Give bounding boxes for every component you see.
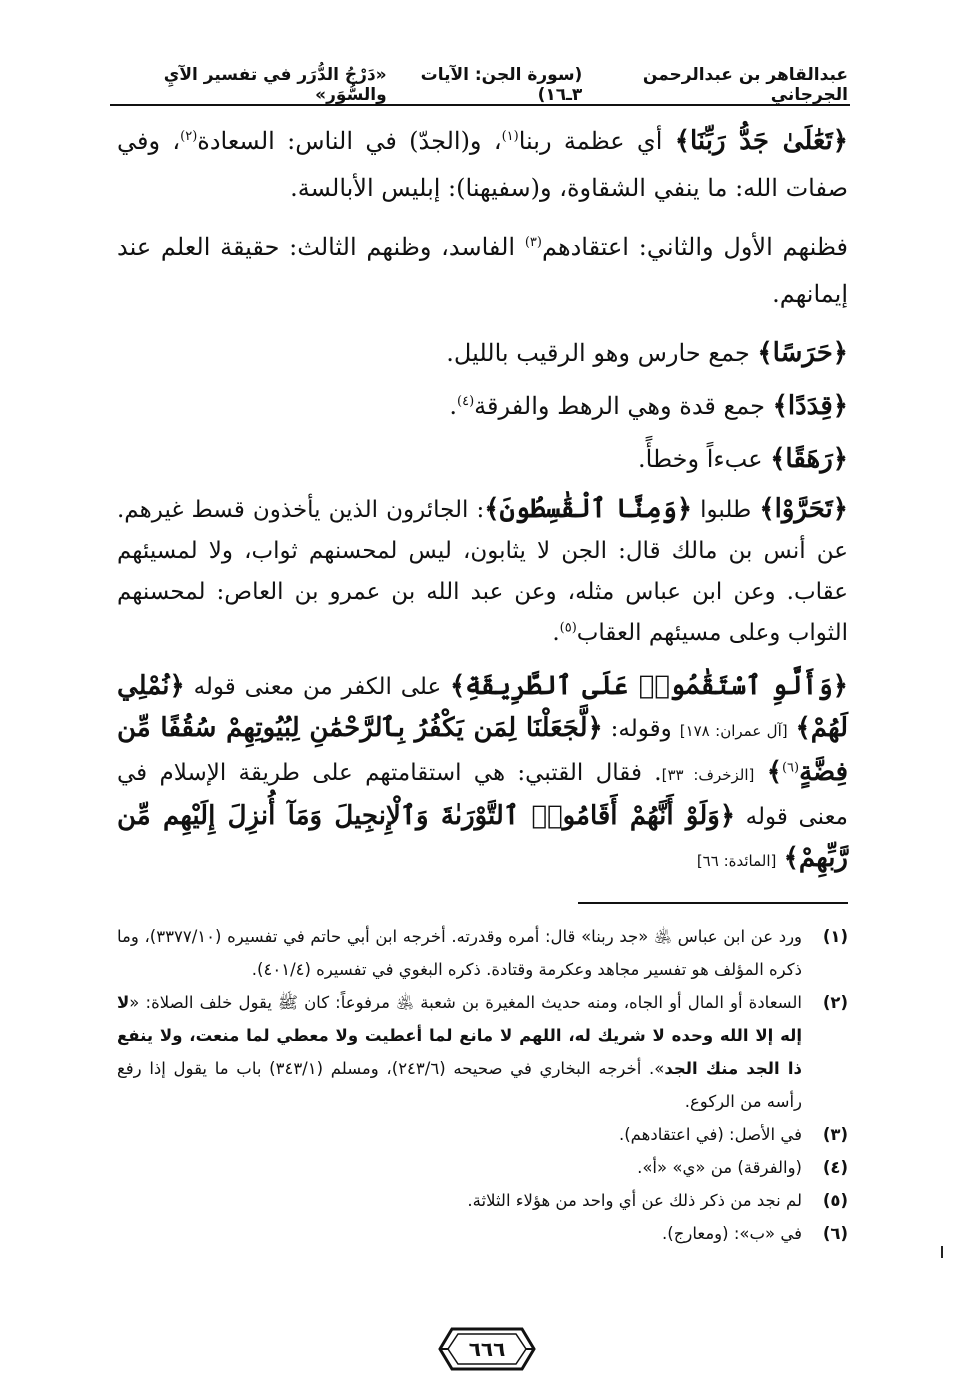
header-surah: (سورة الجن: الآيات ٣ـ١٦)	[420, 65, 583, 105]
paragraph-3	[117, 330, 848, 377]
hadith-text: لا إله إلا الله وحده لا شريك له، اللهم لا مانع لما أعطيت ولا معطي لما منعت، ولا ينفع ذا الجد منك الجد	[117, 993, 802, 1078]
header-book-title: «دَرْجُ الدُّرَر في تفسير الآيِ والسُّوَر»	[163, 65, 387, 105]
quran-quote: ﴿وَأَلَّوِ ٱسْتَقَٰمُوا۟ عَلَى ٱلطَّرِيقَةِ﴾	[450, 671, 848, 701]
paragraph-2	[117, 224, 848, 318]
verse-reference: [آل عمران: ١٧٨]	[679, 722, 788, 740]
footnote-text	[117, 986, 802, 1118]
footnote-ref: (٣)	[524, 235, 542, 250]
footnote-ref: (١)	[501, 129, 519, 144]
footnote-number: (١)	[822, 927, 848, 946]
text-run: .	[449, 392, 458, 420]
quran-quote: ﴿وَمِنَّا ٱلْقَٰسِطُونَ﴾	[484, 494, 693, 524]
text-run: وقوله:	[602, 716, 680, 742]
page-number: ٦٦٦	[468, 1337, 506, 1361]
text-run: عبءاً وخطأً.	[638, 445, 771, 473]
footnotes	[117, 920, 848, 1250]
footnote-rule	[578, 902, 848, 904]
paragraph-1	[117, 118, 848, 212]
paragraph-5	[117, 436, 848, 483]
text-run: : الجائرون الذين يأخذون قسط غيرهم. عن أنس بن مالك قال: الجن لا يثابون، ليس لمحسنهم ثواب، ولا لمسيئهم عقاب. وعن ابن عباس مثله، وعن عبد الله بن عمرو بن العاص: لمحسنهم الثواب وعلى مسيئهم العقاب	[117, 497, 848, 646]
quran-quote: ﴿تَعَٰلَىٰ جَدُّ رَبِّنَا﴾	[674, 126, 848, 156]
verse-reference: [الزخرف: ٣٣]	[661, 766, 755, 784]
quran-quote: ﴿وَلَوْ أَنَّهُمْ أَقَامُوا۟ ٱلتَّوْرَىٰةَ وَٱلْإِنجِيلَ وَمَآ أُنزِلَ إِلَيْهِم مِّن رَّبِّهِمْ﴾	[117, 801, 848, 873]
footnote-item	[117, 986, 848, 1118]
margin-mark	[941, 1246, 943, 1258]
quran-quote: ﴿قِدَدًا﴾	[772, 391, 848, 421]
text-run: ، وفي صفات الله: ما ينفي الشقاوة، و(سفيهنا): إبليس الأبالسة.	[117, 127, 848, 202]
quran-quote: ﴿لَّجَعَلْنَا لِمَن يَكْفُرُ بِٱلرَّحْمَٰنِ لِبُيُوتِهِمْ سُقُفًا مِّن فِضَّةٍ	[117, 713, 848, 787]
footnote-number: (٤)	[822, 1158, 848, 1177]
verse-reference: [المائدة: ٦٦]	[696, 852, 777, 870]
text-run: .	[552, 620, 560, 646]
footnote-item	[117, 1151, 848, 1184]
text-run: على الكفر من معنى قوله	[184, 674, 451, 700]
text-run: ، و(الجدّ) في الناس: السعادة	[197, 127, 502, 155]
running-header	[110, 65, 848, 105]
footnote-number: (٥)	[822, 1191, 848, 1210]
text-run: أي عظمة ربنا	[518, 127, 675, 155]
text-run: جمع قدة وهي الرهط والفرقة	[474, 392, 773, 420]
footnote-item	[117, 1118, 848, 1151]
footnote-item	[117, 1184, 848, 1217]
footnote-text: ورد عن ابن عباس ﵁ «جد ربنا» قال: أمره وقدرته. أخرجه ابن أبي حاتم في تفسيره (٣٣٧٧/١٠)، وما ذكره المؤلف هو تفسير مجاهد وعكرمة وقتادة. ذكره البغوي في تفسيره (٤٠١/٤).	[117, 927, 803, 979]
footnote-text: (والفرقة) من «ي» «أ».	[637, 1158, 802, 1177]
footnote-text-run: السعادة أو المال أو الجاه، ومنه حديث المغيرة بن شعبة ﵁ مرفوعاً: كان ﷺ يقول خلف الصلاة:	[139, 993, 802, 1012]
footnote-item	[117, 1217, 848, 1250]
text-run: طلبوا	[692, 497, 760, 523]
text-run: جمع حارس وهو الرقيب بالليل.	[446, 339, 758, 367]
footnote-ref: (٤)	[457, 394, 475, 409]
header-rule	[110, 104, 850, 106]
footnote-number: (٦)	[822, 1224, 848, 1243]
footnote-text: في الأصل: (في اعتقادهم).	[618, 1125, 802, 1144]
quran-quote: ﴿حَرَسًا﴾	[757, 338, 848, 368]
footnote-number: (٣)	[822, 1125, 848, 1144]
footnote-text: لم نجد من ذكر ذلك عن أي واحد من هؤلاء الثلاثة.	[467, 1191, 802, 1210]
footnote-ref: (٢)	[180, 129, 198, 144]
quran-quote: ﴿رَهَقًا﴾	[770, 444, 848, 474]
footnote-ref: (٦)	[781, 760, 800, 776]
paragraph-7	[117, 666, 848, 882]
main-text	[117, 118, 848, 894]
footnote-text: في «ب»: (ومعارج).	[662, 1224, 802, 1243]
footnote-ref: (٥)	[559, 620, 577, 636]
quran-quote-end: ﴾	[766, 757, 782, 787]
page-number-ornament	[438, 1326, 536, 1372]
footnote-text-run: ». أخرجه البخاري في صحيحه (٢٤٣/٦)، ومسلم (٣٤٣/١) باب ما يقول إذا رفع رأسه من الركوع.	[117, 1059, 802, 1111]
quote-mark: «	[129, 993, 140, 1012]
text-run: . فقال القتبي: هي استقامتهم على طريقة الإسلام في معنى قوله	[117, 760, 848, 830]
text-run: الفاسد، وظنهم الثالث: حقيقة العلم عند إيمانهم.	[117, 233, 848, 308]
quran-quote: ﴿تَحَرَّوْا﴾	[759, 494, 848, 524]
footnote-number: (٢)	[822, 993, 848, 1012]
paragraph-4	[117, 383, 848, 430]
paragraph-6	[117, 489, 848, 654]
text-run: فظنهم الأول والثاني: اعتقادهم	[541, 233, 848, 261]
footnote-item	[117, 920, 848, 986]
quran-quote: ﴿نُمْلِي لَهُمْ﴾	[117, 671, 848, 743]
header-author: عبدالقاهر بن عبدالرحمن الجرجاني	[642, 65, 848, 105]
